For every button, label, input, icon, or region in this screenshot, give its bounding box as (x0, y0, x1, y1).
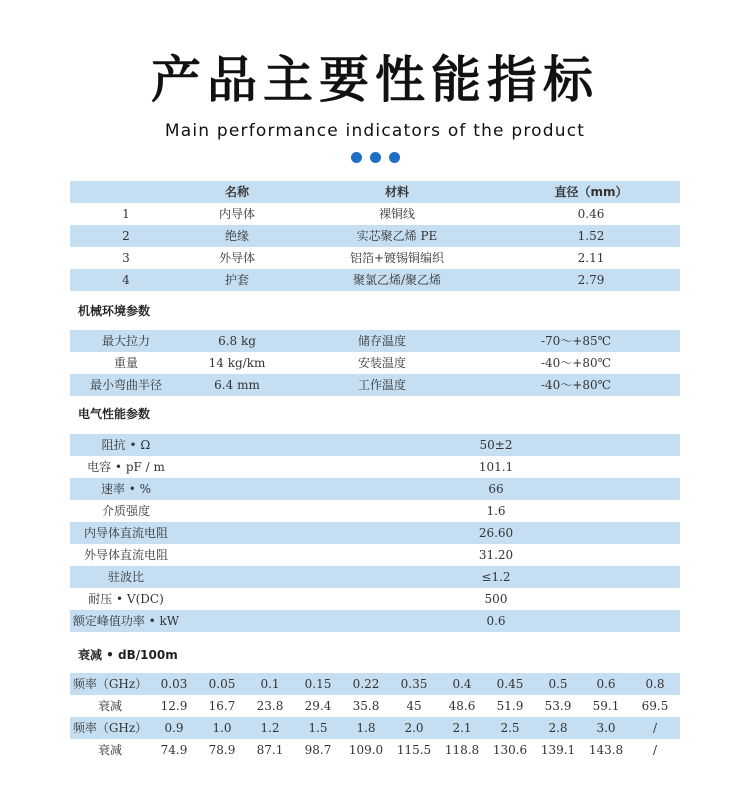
table-row (70, 203, 680, 225)
table-cell: 耐压 • V(DC) (88, 592, 164, 606)
structure-header-row (70, 181, 680, 203)
table-cell: 69.5 (641, 699, 669, 713)
table-cell: 59.1 (592, 699, 620, 713)
table-cell: 内导体直流电阻 (83, 526, 168, 540)
table-cell: 115.5 (396, 743, 432, 757)
table-cell: 速率 • % (100, 482, 152, 496)
table-cell: 29.4 (304, 699, 332, 713)
table-cell: 2.11 (577, 251, 605, 265)
table-cell: 0.15 (304, 677, 332, 691)
table-cell: 48.6 (448, 699, 476, 713)
table-cell: 1.5 (308, 721, 328, 735)
table-cell: 2.0 (404, 721, 424, 735)
table-cell: 护套 (224, 273, 249, 287)
table-cell: 78.9 (208, 743, 236, 757)
table-cell: 143.8 (588, 743, 624, 757)
electrical-table (70, 434, 680, 632)
table-cell: 最大拉力 (101, 334, 150, 348)
attenuation-section-label: 衰减 • dB/100m (78, 648, 178, 662)
table-cell: -70～+85℃ (540, 334, 612, 348)
table-cell: -40～+80℃ (540, 356, 612, 370)
table-cell: 介质强度 (101, 504, 150, 518)
table-cell: 118.8 (444, 743, 480, 757)
dot-icon (370, 152, 381, 163)
table-cell: 2 (122, 229, 130, 243)
table-cell: 6.8 kg (218, 334, 256, 348)
table-row (70, 225, 680, 247)
table-row (70, 456, 680, 478)
structure-table (70, 181, 680, 291)
table-cell: 23.8 (256, 699, 284, 713)
table-cell: 109.0 (348, 743, 384, 757)
table-cell: 2.8 (548, 721, 568, 735)
dot-icon (389, 152, 400, 163)
table-cell: 1.6 (486, 504, 506, 518)
table-row (70, 566, 680, 588)
table-row (70, 717, 680, 739)
table-cell: 101.1 (478, 460, 514, 474)
table-cell: 51.9 (496, 699, 524, 713)
table-cell: 0.5 (548, 677, 568, 691)
table-cell: 0.9 (164, 721, 184, 735)
table-cell: 驻波比 (107, 570, 144, 584)
table-cell: 铝箔+镀锡铜编织 (349, 251, 445, 265)
header-cell: 直径（mm） (554, 185, 628, 199)
table-cell: 53.9 (544, 699, 572, 713)
table-cell: 阻抗 • Ω (101, 438, 151, 452)
table-cell: 130.6 (492, 743, 528, 757)
table-cell: 1.0 (212, 721, 232, 735)
table-cell: 内导体 (218, 207, 255, 221)
electrical-section-label: 电气性能参数 (78, 407, 151, 421)
table-cell: 2.1 (452, 721, 472, 735)
table-row (70, 522, 680, 544)
header-cell: 名称 (224, 185, 249, 199)
header-cell (70, 181, 182, 203)
table-cell: 储存温度 (357, 334, 406, 348)
table-row (70, 500, 680, 522)
table-cell: 实芯聚乙烯 PE (356, 229, 438, 243)
table-cell: 0.35 (400, 677, 428, 691)
table-row (70, 352, 680, 374)
table-row (70, 739, 680, 761)
table-row (70, 695, 680, 717)
table-cell: / (652, 743, 658, 757)
table-cell: 最小弯曲半径 (89, 378, 162, 392)
table-cell: 3 (122, 251, 130, 265)
page-subtitle: Main performance indicators of the product (164, 121, 586, 141)
table-cell: 1.52 (577, 229, 605, 243)
page-title: 产品主要性能指标 (151, 51, 599, 109)
table-row (70, 588, 680, 610)
table-cell: 16.7 (208, 699, 236, 713)
table-cell: 12.9 (160, 699, 188, 713)
table-cell: 外导体直流电阻 (83, 548, 168, 562)
table-cell: 2.5 (500, 721, 520, 735)
table-cell: 4 (122, 273, 130, 287)
table-cell: 绝缘 (224, 229, 249, 243)
table-cell: 0.45 (496, 677, 524, 691)
table-cell: 工作温度 (357, 378, 406, 392)
table-cell: 电容 • pF / m (87, 460, 165, 474)
table-cell: 500 (484, 592, 508, 606)
table-cell: 0.8 (645, 677, 665, 691)
table-row (70, 610, 680, 632)
table-cell: 1.8 (356, 721, 376, 735)
table-cell: ≤1.2 (481, 570, 511, 584)
table-cell: 0.4 (452, 677, 472, 691)
dot-icon (351, 152, 362, 163)
table-row (70, 478, 680, 500)
table-cell: 安装温度 (357, 356, 406, 370)
table-row (70, 247, 680, 269)
table-cell: 频率（GHz） (72, 721, 148, 735)
table-cell: 50±2 (479, 438, 513, 452)
table-cell: 衰减 (97, 699, 122, 713)
table-cell: 2.79 (577, 273, 605, 287)
table-cell: 重量 (113, 356, 138, 370)
header-cell: 材料 (384, 185, 409, 199)
table-cell: -40～+80℃ (540, 378, 612, 392)
table-cell: / (652, 721, 658, 735)
table-cell: 0.03 (160, 677, 188, 691)
table-cell: 0.6 (596, 677, 616, 691)
table-cell: 45 (406, 699, 422, 713)
table-cell: 87.1 (256, 743, 284, 757)
mechanical-table (70, 330, 680, 396)
table-cell: 14 kg/km (208, 356, 266, 370)
table-cell: 额定峰值功率 • kW (72, 614, 180, 628)
table-cell: 66 (488, 482, 504, 496)
table-row (70, 374, 680, 396)
table-row (70, 269, 680, 291)
table-cell: 98.7 (304, 743, 332, 757)
table-cell: 1 (122, 207, 130, 221)
table-cell: 聚氯乙烯/聚乙烯 (352, 273, 442, 287)
table-cell: 0.6 (486, 614, 506, 628)
table-cell: 0.22 (352, 677, 380, 691)
table-cell: 0.46 (577, 207, 605, 221)
table-cell: 裸铜线 (378, 207, 415, 221)
table-cell: 3.0 (596, 721, 616, 735)
mechanical-section-label: 机械环境参数 (78, 304, 151, 318)
table-row (70, 673, 680, 695)
table-cell: 139.1 (540, 743, 576, 757)
table-cell: 74.9 (160, 743, 188, 757)
table-cell: 1.2 (260, 721, 280, 735)
table-cell: 0.1 (260, 677, 280, 691)
table-row (70, 544, 680, 566)
table-cell: 频率（GHz） (72, 677, 148, 691)
table-cell: 0.05 (208, 677, 236, 691)
table-cell: 衰减 (97, 743, 122, 757)
table-cell: 外导体 (218, 251, 255, 265)
table-row (70, 434, 680, 456)
table-cell: 31.20 (478, 548, 514, 562)
table-cell: 35.8 (352, 699, 380, 713)
table-cell: 26.60 (478, 526, 514, 540)
attenuation-table (70, 673, 680, 761)
decorative-dots (0, 152, 750, 163)
table-cell: 6.4 mm (214, 378, 260, 392)
table-row (70, 330, 680, 352)
